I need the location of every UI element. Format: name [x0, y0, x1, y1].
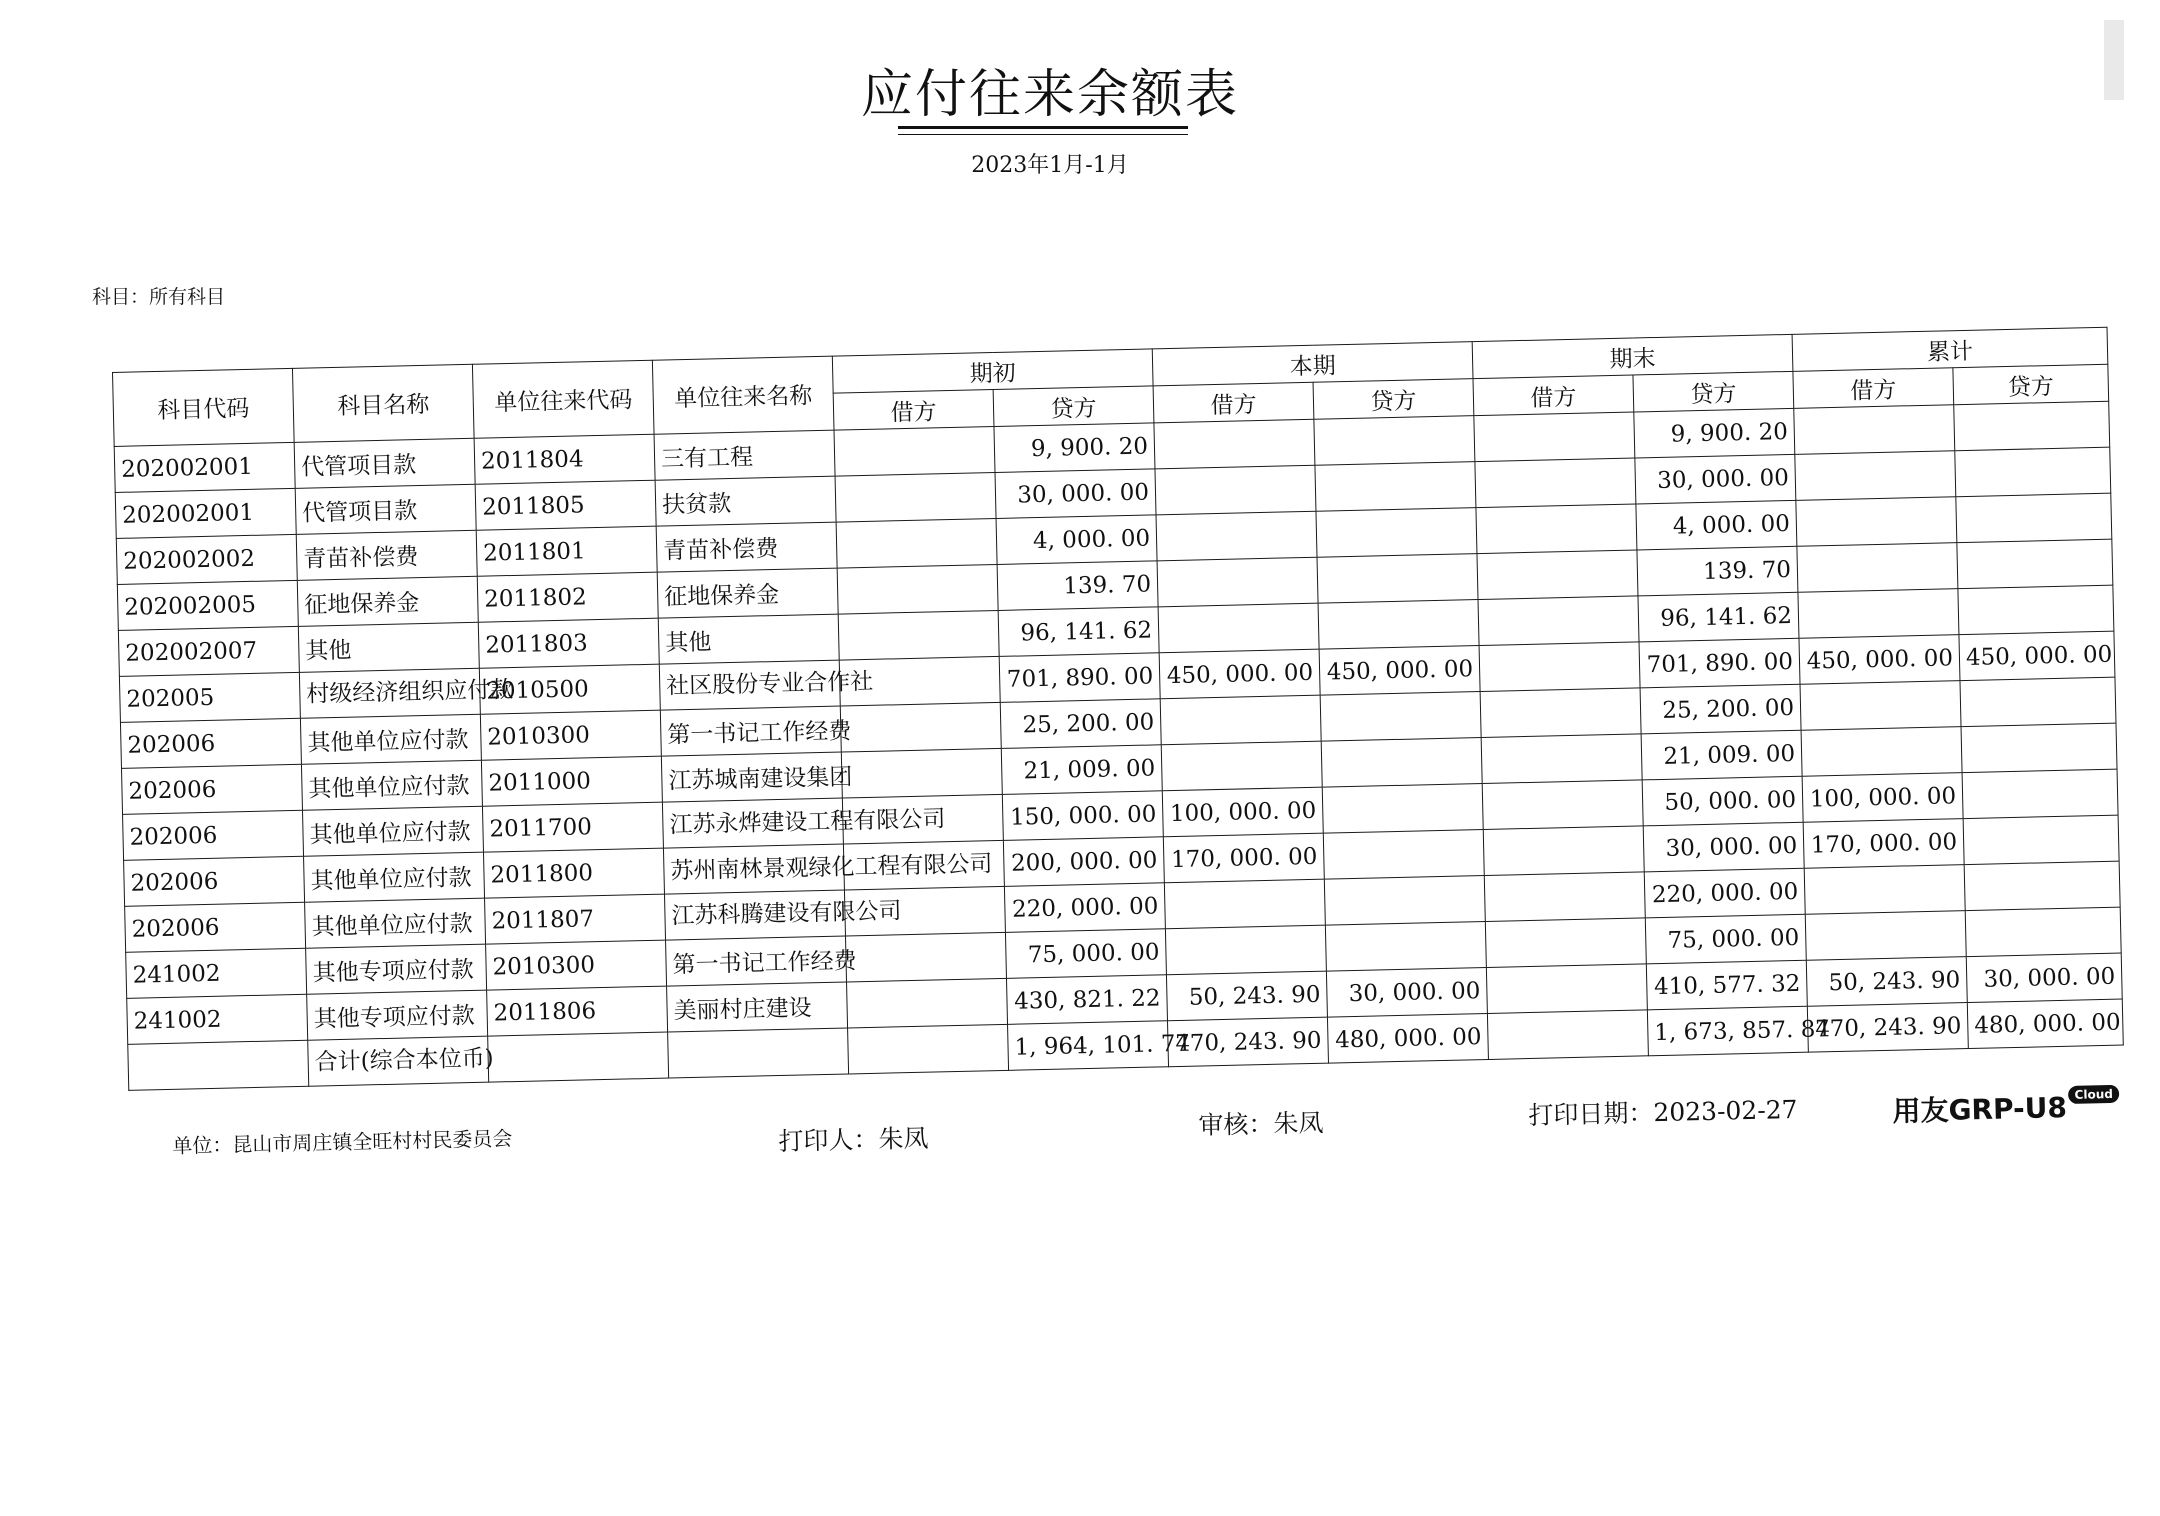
cell-closing-debit [1474, 412, 1635, 462]
footer-printer: 打印人：朱凤 [778, 1123, 929, 1156]
cell-current-debit [1156, 511, 1317, 561]
header-opening-debit: 借方 [833, 390, 994, 431]
cell-unit-name: 美丽村庄建设 [667, 982, 848, 1032]
cell-current-debit [1154, 419, 1315, 469]
cell-unit-code: 2010300 [480, 710, 661, 760]
cell-current-credit [1316, 508, 1477, 558]
cell-subject-name: 征地保养金 [297, 576, 478, 626]
cell-opening-debit [835, 472, 996, 522]
cell-cumulative-debit [1800, 681, 1961, 731]
cell-unit-code: 2011806 [487, 986, 668, 1036]
cell-closing-credit: 50, 000. 00 [1642, 776, 1803, 826]
cell-cumulative-credit [1962, 769, 2118, 819]
cell-unit-code: 2010300 [486, 940, 667, 990]
cell-unit-name: 江苏科腾建设有限公司 [664, 890, 845, 940]
header-current-debit: 借方 [1153, 382, 1314, 423]
cell-subject-name: 其他单位应付款 [305, 898, 486, 948]
cell-subject-name: 代管项目款 [295, 484, 476, 534]
cell-current-credit: 30, 000. 00 [1326, 967, 1487, 1017]
cell-opening-credit: 96, 141. 62 [998, 607, 1159, 657]
cell-cumulative-debit: 770, 243. 90 [1807, 1003, 1968, 1053]
header-cumulative-debit: 借方 [1793, 368, 1954, 409]
cell-unit-code: 2011807 [485, 894, 666, 944]
cell-cumulative-credit [1960, 677, 2116, 727]
cell-closing-debit [1483, 826, 1644, 876]
cell-subject-name: 代管项目款 [294, 438, 475, 488]
cell-subject-code: 202002005 [117, 580, 298, 630]
cell-unit-code: 2011803 [478, 618, 659, 668]
cell-opening-credit: 139. 70 [997, 561, 1158, 611]
cell-cumulative-debit: 450, 000. 00 [1799, 635, 1960, 685]
cell-subject-name: 其他 [298, 622, 479, 672]
cell-opening-debit [848, 1024, 1009, 1074]
cell-unit-code: 2011805 [475, 480, 656, 530]
cell-opening-debit [838, 610, 999, 660]
cell-current-credit [1318, 600, 1479, 650]
cell-closing-credit: 96, 141. 62 [1638, 592, 1799, 642]
cell-unit-name: 三有工程 [654, 430, 835, 480]
brand-cloud-badge: Cloud [2068, 1085, 2119, 1104]
header-closing-credit: 贷方 [1633, 371, 1794, 412]
header-closing: 期末 [1472, 334, 1793, 378]
cell-unit-code: 2011802 [477, 572, 658, 622]
cell-subject-code: 241002 [126, 948, 307, 998]
cell-current-debit [1165, 925, 1326, 975]
cell-closing-credit: 220, 000. 00 [1644, 868, 1805, 918]
cell-opening-credit: 9, 900. 20 [994, 423, 1155, 473]
cell-closing-credit: 9, 900. 20 [1634, 408, 1795, 458]
balance-table [112, 327, 2124, 1091]
cell-current-debit [1164, 879, 1325, 929]
cell-cumulative-credit: 450, 000. 00 [1959, 631, 2115, 681]
cell-cumulative-credit [1965, 907, 2121, 957]
cell-closing-debit [1482, 780, 1643, 830]
cell-current-debit: 170, 000. 00 [1163, 833, 1324, 883]
cell-closing-debit [1476, 504, 1637, 554]
cell-subject-name: 合计(综合本位币) [308, 1036, 489, 1086]
cell-opening-credit: 150, 000. 00 [1002, 791, 1163, 841]
cell-current-credit [1317, 554, 1478, 604]
cell-cumulative-debit: 50, 243. 90 [1806, 957, 1967, 1007]
header-subject-name: 科目名称 [292, 364, 474, 442]
report-period: 2023年1月-1月 [971, 153, 1129, 178]
brand-name: 用友GRP-U8 [1892, 1091, 2068, 1128]
cell-unit-name: 征地保养金 [657, 568, 838, 618]
cell-closing-credit: 4, 000. 00 [1636, 500, 1797, 550]
cell-unit-name: 社区股份专业合作社 [659, 660, 840, 710]
cell-opening-credit: 21, 009. 00 [1001, 745, 1162, 795]
cell-subject-code: 202006 [124, 856, 305, 906]
cell-opening-debit [837, 564, 998, 614]
cell-subject-code: 202002001 [115, 488, 296, 538]
cell-closing-credit: 25, 200. 00 [1640, 684, 1801, 734]
cell-opening-credit: 30, 000. 00 [995, 469, 1156, 519]
cell-subject-code: 202002002 [116, 534, 297, 584]
cell-unit-name [668, 1028, 849, 1078]
cell-unit-name: 第一书记工作经费 [660, 706, 841, 756]
cell-cumulative-debit [1796, 497, 1957, 547]
header-opening: 期初 [832, 349, 1153, 393]
cell-closing-credit: 701, 890. 00 [1639, 638, 1800, 688]
subject-filter: 科目：所有科目 [92, 286, 226, 308]
cell-opening-credit: 701, 890. 00 [999, 653, 1160, 703]
cell-subject-code: 202006 [121, 764, 302, 814]
cell-unit-name: 江苏永烨建设工程有限公司 [662, 798, 843, 848]
cell-cumulative-credit [1954, 401, 2110, 451]
cell-opening-credit: 220, 000. 00 [1004, 883, 1165, 933]
cell-unit-code: 2011801 [476, 526, 657, 576]
cell-closing-debit [1486, 964, 1647, 1014]
cell-closing-credit: 410, 577. 32 [1646, 960, 1807, 1010]
cell-unit-name: 苏州南林景观绿化工程有限公司 [663, 844, 844, 894]
cell-cumulative-debit [1805, 911, 1966, 961]
cell-subject-name: 其他专项应付款 [306, 944, 487, 994]
cell-opening-credit: 4, 000. 00 [996, 515, 1157, 565]
header-opening-credit: 贷方 [993, 386, 1154, 427]
header-current: 本期 [1152, 342, 1473, 386]
cell-current-credit [1314, 416, 1475, 466]
cell-opening-debit [845, 932, 1006, 982]
cell-subject-code: 202002001 [114, 442, 295, 492]
cell-subject-name: 其他单位应付款 [301, 760, 482, 810]
cell-cumulative-debit: 170, 000. 00 [1803, 819, 1964, 869]
cell-current-debit: 100, 000. 00 [1162, 787, 1323, 837]
footer-print-date: 打印日期：2023-02-27 [1528, 1094, 1798, 1130]
cell-unit-code: 2011700 [482, 802, 663, 852]
cell-unit-name: 其他 [658, 614, 839, 664]
cell-subject-name: 其他专项应付款 [307, 990, 488, 1040]
cell-unit-code: 2011800 [483, 848, 664, 898]
cell-cumulative-debit [1795, 451, 1956, 501]
cell-closing-credit: 21, 009. 00 [1641, 730, 1802, 780]
cell-subject-name: 其他单位应付款 [304, 852, 485, 902]
cell-unit-name: 江苏城南建设集团 [661, 752, 842, 802]
report-title: 应付往来余额表 [860, 65, 1239, 125]
cell-opening-credit: 200, 000. 00 [1003, 837, 1164, 887]
cell-cumulative-credit [1958, 585, 2114, 635]
cell-cumulative-debit [1794, 405, 1955, 455]
cell-current-credit [1320, 692, 1481, 742]
cell-current-debit [1161, 741, 1322, 791]
cell-current-credit [1315, 462, 1476, 512]
header-cumulative-credit: 贷方 [1953, 364, 2109, 405]
cell-current-debit: 770, 243. 90 [1167, 1017, 1328, 1067]
cell-opening-debit [840, 702, 1001, 752]
footer-reviewer: 审核：朱凤 [1198, 1108, 1324, 1140]
cell-unit-name: 扶贫款 [655, 476, 836, 526]
cell-closing-debit [1481, 734, 1642, 784]
header-unit-name: 单位往来名称 [652, 356, 834, 434]
cell-subject-name: 其他单位应付款 [302, 806, 483, 856]
cell-cumulative-debit [1798, 589, 1959, 639]
cell-closing-debit [1479, 642, 1640, 692]
cell-subject-code: 202002007 [118, 626, 299, 676]
cell-current-debit [1158, 603, 1319, 653]
cell-unit-code: 2011804 [474, 434, 655, 484]
cell-subject-code: 202006 [120, 718, 301, 768]
cell-current-credit [1324, 875, 1485, 925]
cell-unit-code: 2011000 [481, 756, 662, 806]
cell-opening-debit [841, 748, 1002, 798]
cell-cumulative-credit: 30, 000. 00 [1966, 953, 2122, 1003]
cell-opening-debit [834, 427, 995, 477]
cell-subject-name: 其他单位应付款 [300, 714, 481, 764]
header-unit-code: 单位往来代码 [472, 360, 654, 438]
cell-current-credit: 480, 000. 00 [1327, 1013, 1488, 1063]
cell-cumulative-credit [1956, 493, 2112, 543]
cell-closing-credit: 75, 000. 00 [1645, 914, 1806, 964]
cell-current-debit [1155, 465, 1316, 515]
cell-subject-code: 202005 [119, 672, 300, 722]
header-closing-debit: 借方 [1473, 375, 1634, 416]
cell-cumulative-credit [1963, 815, 2119, 865]
cell-current-debit [1160, 695, 1321, 745]
cell-closing-debit [1484, 872, 1645, 922]
title-underline-thin [898, 134, 1188, 135]
cell-current-credit [1321, 738, 1482, 788]
cell-closing-debit [1475, 458, 1636, 508]
cell-opening-credit: 1, 964, 101. 74 [1008, 1021, 1169, 1071]
cell-subject-name: 青苗补偿费 [296, 530, 477, 580]
cell-opening-credit: 25, 200. 00 [1000, 699, 1161, 749]
cell-opening-credit: 75, 000. 00 [1005, 929, 1166, 979]
cell-closing-debit [1485, 918, 1646, 968]
cell-opening-credit: 430, 821. 22 [1006, 975, 1167, 1025]
cell-subject-code: 241002 [127, 994, 308, 1044]
cell-opening-debit [847, 978, 1008, 1028]
cell-closing-debit [1477, 550, 1638, 600]
cell-unit-code [488, 1032, 669, 1082]
scan-edge-mark [2104, 20, 2124, 100]
cell-cumulative-credit [1961, 723, 2117, 773]
cell-cumulative-credit [1964, 861, 2120, 911]
title-underline [898, 126, 1188, 129]
cell-current-debit: 50, 243. 90 [1166, 971, 1327, 1021]
cell-unit-name: 第一书记工作经费 [666, 936, 847, 986]
cell-subject-code [128, 1040, 309, 1090]
cell-current-credit [1325, 921, 1486, 971]
cell-unit-code: 2010500 [479, 664, 660, 714]
balance-table-sheet [112, 327, 2121, 1091]
cell-subject-code: 202006 [125, 902, 306, 952]
cell-cumulative-credit: 480, 000. 00 [1967, 999, 2123, 1049]
cell-cumulative-debit [1804, 865, 1965, 915]
cell-opening-debit [836, 518, 997, 568]
cell-closing-credit: 1, 673, 857. 84 [1647, 1006, 1808, 1056]
cell-cumulative-debit: 100, 000. 00 [1802, 773, 1963, 823]
cell-unit-name: 青苗补偿费 [656, 522, 837, 572]
cell-closing-debit [1480, 688, 1641, 738]
cell-current-credit [1323, 830, 1484, 880]
cell-cumulative-debit [1797, 543, 1958, 593]
cell-subject-name: 村级经济组织应付款 [299, 668, 480, 718]
table-body [114, 401, 2123, 1090]
cell-current-credit [1322, 784, 1483, 834]
cell-cumulative-credit [1955, 447, 2111, 497]
cell-closing-credit: 30, 000. 00 [1643, 822, 1804, 872]
cell-subject-code: 202006 [123, 810, 304, 860]
header-cumulative: 累计 [1792, 327, 2108, 371]
cell-current-debit [1157, 557, 1318, 607]
cell-current-debit: 450, 000. 00 [1159, 649, 1320, 699]
brand-logo [1892, 1085, 2120, 1130]
cell-current-credit: 450, 000. 00 [1319, 646, 1480, 696]
header-current-credit: 贷方 [1313, 379, 1474, 420]
cell-closing-credit: 30, 000. 00 [1635, 454, 1796, 504]
cell-closing-credit: 139. 70 [1637, 546, 1798, 596]
footer-unit: 单位：昆山市周庄镇全旺村村民委员会 [172, 1126, 513, 1158]
cell-closing-debit [1487, 1010, 1648, 1060]
header-subject-code: 科目代码 [113, 368, 295, 446]
cell-closing-debit [1478, 596, 1639, 646]
cell-cumulative-credit [1957, 539, 2113, 589]
cell-cumulative-debit [1801, 727, 1962, 777]
